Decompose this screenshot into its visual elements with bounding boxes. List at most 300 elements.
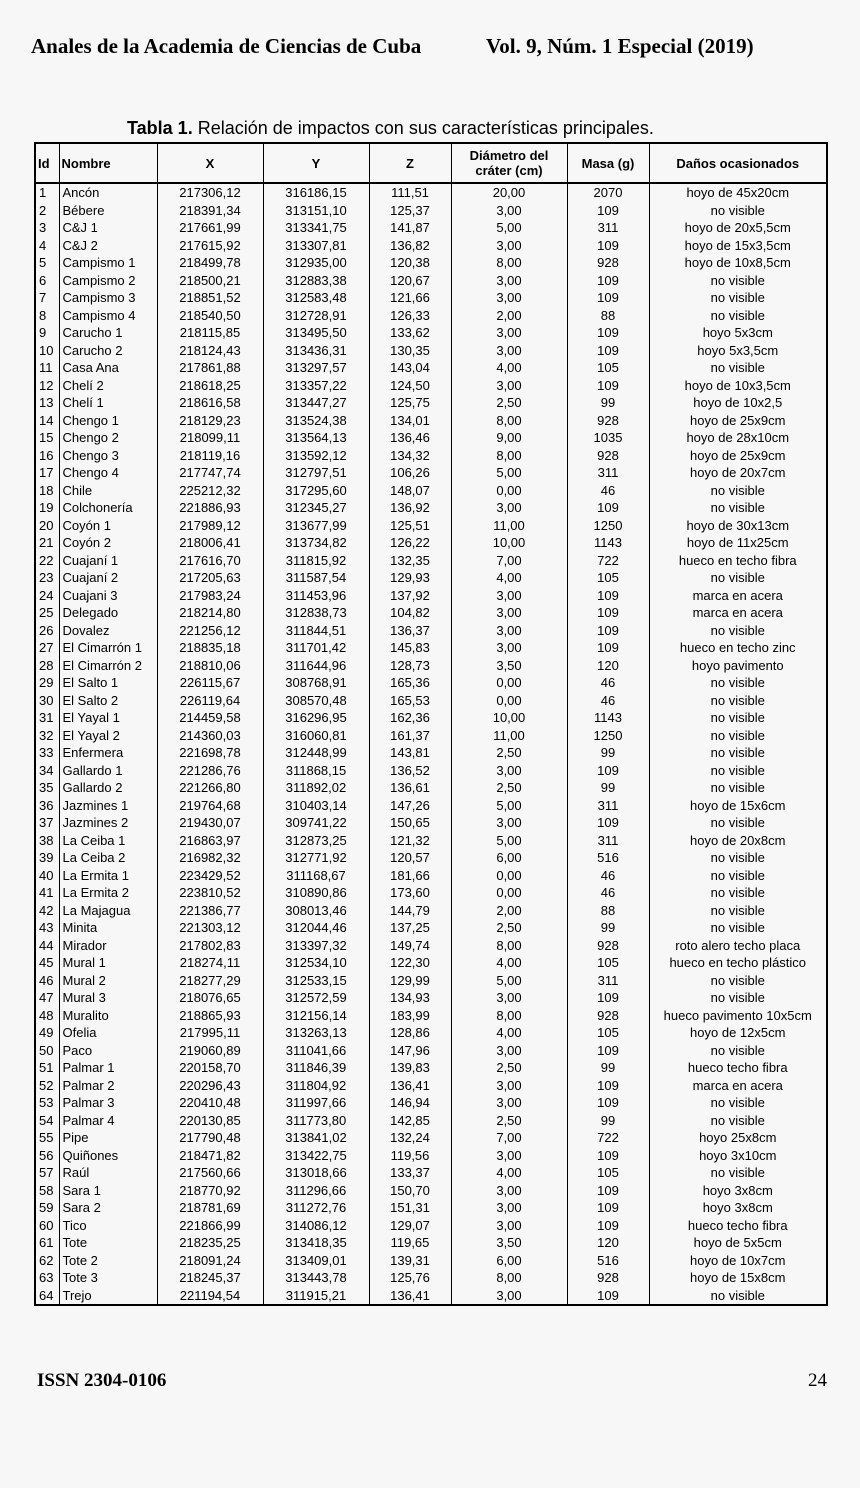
cell-masa: 1143: [567, 534, 649, 552]
cell-danos: no visible: [649, 849, 827, 867]
cell-x: 220158,70: [157, 1059, 263, 1077]
cell-id: 22: [35, 552, 59, 570]
cell-y: 311868,15: [263, 762, 369, 780]
cell-id: 5: [35, 254, 59, 272]
cell-y: 311296,66: [263, 1182, 369, 1200]
cell-diametro: 5,00: [451, 464, 567, 482]
cell-diametro: 4,00: [451, 569, 567, 587]
cell-nombre: Chengo 4: [59, 464, 157, 482]
cell-nombre: El Yayal 2: [59, 727, 157, 745]
cell-diametro: 6,00: [451, 849, 567, 867]
cell-y: 312935,00: [263, 254, 369, 272]
cell-danos: hoyo de 20x8cm: [649, 832, 827, 850]
table-row: [35, 1234, 827, 1252]
cell-diametro: 0,00: [451, 867, 567, 885]
cell-x: 218115,85: [157, 324, 263, 342]
table-header-row: [35, 143, 827, 183]
cell-y: 311773,80: [263, 1112, 369, 1130]
table-row: [35, 237, 827, 255]
cell-masa: 109: [567, 1287, 649, 1306]
cell-danos: hoyo de 28x10cm: [649, 429, 827, 447]
cell-diametro: 11,00: [451, 727, 567, 745]
cell-id: 58: [35, 1182, 59, 1200]
column-header-z: Z: [369, 143, 451, 183]
table-row: [35, 429, 827, 447]
cell-x: 217790,48: [157, 1129, 263, 1147]
cell-x: 218235,25: [157, 1234, 263, 1252]
cell-diametro: 3,00: [451, 499, 567, 517]
cell-danos: hoyo de 15x6cm: [649, 797, 827, 815]
cell-danos: no visible: [649, 727, 827, 745]
cell-diametro: 3,00: [451, 272, 567, 290]
cell-danos: no visible: [649, 814, 827, 832]
table-row: [35, 464, 827, 482]
cell-id: 60: [35, 1217, 59, 1235]
cell-nombre: Chengo 3: [59, 447, 157, 465]
cell-nombre: Muralito: [59, 1007, 157, 1025]
table-row: [35, 814, 827, 832]
cell-y: 313592,12: [263, 447, 369, 465]
cell-masa: 311: [567, 972, 649, 990]
cell-masa: 109: [567, 289, 649, 307]
cell-x: 219060,89: [157, 1042, 263, 1060]
cell-id: 3: [35, 219, 59, 237]
table-row: [35, 1164, 827, 1182]
table-row: [35, 219, 827, 237]
table-row: [35, 183, 827, 202]
cell-masa: 105: [567, 359, 649, 377]
cell-danos: no visible: [649, 202, 827, 220]
cell-y: 316296,95: [263, 709, 369, 727]
table-row: [35, 604, 827, 622]
cell-z: 136,41: [369, 1287, 451, 1306]
column-header-x: X: [157, 143, 263, 183]
cell-danos: hoyo de 11x25cm: [649, 534, 827, 552]
cell-danos: no visible: [649, 1094, 827, 1112]
table-row: [35, 622, 827, 640]
cell-z: 149,74: [369, 937, 451, 955]
cell-x: 221286,76: [157, 762, 263, 780]
cell-x: 217989,12: [157, 517, 263, 535]
cell-y: 312448,99: [263, 744, 369, 762]
cell-nombre: Raúl: [59, 1164, 157, 1182]
cell-x: 216982,32: [157, 849, 263, 867]
cell-y: 311892,02: [263, 779, 369, 797]
cell-id: 37: [35, 814, 59, 832]
cell-id: 11: [35, 359, 59, 377]
cell-y: 311804,92: [263, 1077, 369, 1095]
cell-z: 144,79: [369, 902, 451, 920]
cell-y: 311453,96: [263, 587, 369, 605]
cell-masa: 928: [567, 937, 649, 955]
cell-danos: no visible: [649, 867, 827, 885]
cell-danos: hoyo de 45x20cm: [649, 183, 827, 202]
cell-danos: hueco techo fibra: [649, 1059, 827, 1077]
cell-masa: 88: [567, 307, 649, 325]
cell-danos: hueco en techo plástico: [649, 954, 827, 972]
cell-z: 145,83: [369, 639, 451, 657]
cell-danos: hoyo de 25x9cm: [649, 412, 827, 430]
cell-nombre: Coyón 1: [59, 517, 157, 535]
table-row: [35, 289, 827, 307]
cell-nombre: Campismo 1: [59, 254, 157, 272]
cell-danos: hoyo de 10x7cm: [649, 1252, 827, 1270]
cell-diametro: 3,00: [451, 989, 567, 1007]
cell-diametro: 2,50: [451, 779, 567, 797]
cell-y: 313495,50: [263, 324, 369, 342]
cell-nombre: Tote: [59, 1234, 157, 1252]
cell-y: 313734,82: [263, 534, 369, 552]
cell-masa: 722: [567, 1129, 649, 1147]
table-row: [35, 884, 827, 902]
cell-nombre: El Salto 1: [59, 674, 157, 692]
cell-masa: 109: [567, 814, 649, 832]
cell-y: 312728,91: [263, 307, 369, 325]
table-row: [35, 709, 827, 727]
column-header-diametro: Diámetro del cráter (cm): [451, 143, 567, 183]
table-row: [35, 919, 827, 937]
cell-diametro: 3,00: [451, 202, 567, 220]
cell-y: 313443,78: [263, 1269, 369, 1287]
cell-diametro: 3,00: [451, 814, 567, 832]
cell-x: 217560,66: [157, 1164, 263, 1182]
cell-id: 43: [35, 919, 59, 937]
cell-x: 218618,25: [157, 377, 263, 395]
cell-z: 121,32: [369, 832, 451, 850]
cell-masa: 46: [567, 884, 649, 902]
cell-diametro: 3,00: [451, 1077, 567, 1095]
cell-masa: 109: [567, 202, 649, 220]
table-row: [35, 902, 827, 920]
cell-x: 226119,64: [157, 692, 263, 710]
table-row: [35, 954, 827, 972]
cell-nombre: La Ceiba 2: [59, 849, 157, 867]
cell-nombre: Minita: [59, 919, 157, 937]
cell-diametro: 2,00: [451, 902, 567, 920]
cell-y: 312883,38: [263, 272, 369, 290]
table-row: [35, 1269, 827, 1287]
cell-z: 146,94: [369, 1094, 451, 1112]
cell-z: 161,37: [369, 727, 451, 745]
cell-diametro: 4,00: [451, 359, 567, 377]
cell-x: 218277,29: [157, 972, 263, 990]
cell-x: 218810,06: [157, 657, 263, 675]
cell-y: 312797,51: [263, 464, 369, 482]
cell-id: 24: [35, 587, 59, 605]
cell-masa: 516: [567, 849, 649, 867]
cell-y: 312534,10: [263, 954, 369, 972]
table-row: [35, 1129, 827, 1147]
cell-z: 130,35: [369, 342, 451, 360]
cell-z: 134,01: [369, 412, 451, 430]
cell-danos: no visible: [649, 972, 827, 990]
table-row: [35, 359, 827, 377]
cell-z: 125,51: [369, 517, 451, 535]
cell-x: 226115,67: [157, 674, 263, 692]
cell-id: 36: [35, 797, 59, 815]
cell-z: 162,36: [369, 709, 451, 727]
table-row: [35, 867, 827, 885]
cell-danos: no visible: [649, 1164, 827, 1182]
table-row: [35, 692, 827, 710]
cell-diametro: 3,00: [451, 1287, 567, 1306]
cell-nombre: La Ermita 1: [59, 867, 157, 885]
cell-nombre: C&J 1: [59, 219, 157, 237]
cell-z: 136,92: [369, 499, 451, 517]
cell-danos: hoyo de 20x7cm: [649, 464, 827, 482]
cell-x: 217205,63: [157, 569, 263, 587]
cell-nombre: Sara 1: [59, 1182, 157, 1200]
cell-x: 218540,50: [157, 307, 263, 325]
cell-z: 126,33: [369, 307, 451, 325]
cell-id: 45: [35, 954, 59, 972]
cell-x: 221886,93: [157, 499, 263, 517]
table-row: [35, 1007, 827, 1025]
cell-diametro: 3,00: [451, 1217, 567, 1235]
cell-masa: 109: [567, 499, 649, 517]
cell-nombre: Dovalez: [59, 622, 157, 640]
cell-z: 181,66: [369, 867, 451, 885]
column-header-id: Id: [35, 143, 59, 183]
cell-nombre: Ofelia: [59, 1024, 157, 1042]
cell-id: 32: [35, 727, 59, 745]
cell-x: 223810,52: [157, 884, 263, 902]
cell-z: 128,73: [369, 657, 451, 675]
cell-nombre: Cuajaní 1: [59, 552, 157, 570]
table-row: [35, 534, 827, 552]
cell-x: 220130,85: [157, 1112, 263, 1130]
cell-z: 165,36: [369, 674, 451, 692]
cell-x: 218124,43: [157, 342, 263, 360]
table-row: [35, 1094, 827, 1112]
cell-masa: 120: [567, 657, 649, 675]
table-row: [35, 1112, 827, 1130]
cell-danos: no visible: [649, 919, 827, 937]
cell-x: 221303,12: [157, 919, 263, 937]
cell-nombre: Jazmines 2: [59, 814, 157, 832]
cell-id: 12: [35, 377, 59, 395]
cell-y: 313841,02: [263, 1129, 369, 1147]
cell-id: 61: [35, 1234, 59, 1252]
cell-nombre: Cuajani 3: [59, 587, 157, 605]
cell-nombre: Tico: [59, 1217, 157, 1235]
cell-masa: 99: [567, 779, 649, 797]
cell-y: 313524,38: [263, 412, 369, 430]
cell-id: 29: [35, 674, 59, 692]
cell-x: 218471,82: [157, 1147, 263, 1165]
cell-x: 218499,78: [157, 254, 263, 272]
cell-masa: 109: [567, 989, 649, 1007]
cell-id: 49: [35, 1024, 59, 1042]
cell-danos: hueco pavimento 10x5cm: [649, 1007, 827, 1025]
cell-z: 183,99: [369, 1007, 451, 1025]
cell-masa: 109: [567, 324, 649, 342]
table-row: [35, 552, 827, 570]
table-row: [35, 254, 827, 272]
footer-issn: ISSN 2304-0106: [37, 1370, 167, 1391]
cell-masa: 928: [567, 1269, 649, 1287]
cell-diametro: 20,00: [451, 183, 567, 202]
cell-nombre: Ancón: [59, 183, 157, 202]
cell-x: 218245,37: [157, 1269, 263, 1287]
cell-diametro: 8,00: [451, 1007, 567, 1025]
cell-id: 44: [35, 937, 59, 955]
table-row: [35, 1287, 827, 1306]
cell-danos: no visible: [649, 622, 827, 640]
table-row: [35, 342, 827, 360]
cell-y: 313447,27: [263, 394, 369, 412]
cell-danos: hoyo de 15x8cm: [649, 1269, 827, 1287]
cell-nombre: El Salto 2: [59, 692, 157, 710]
cell-nombre: Delegado: [59, 604, 157, 622]
cell-masa: 109: [567, 237, 649, 255]
cell-y: 311701,42: [263, 639, 369, 657]
cell-masa: 99: [567, 919, 649, 937]
cell-id: 47: [35, 989, 59, 1007]
cell-danos: hoyo de 12x5cm: [649, 1024, 827, 1042]
cell-nombre: Pipe: [59, 1129, 157, 1147]
cell-diametro: 0,00: [451, 482, 567, 500]
cell-x: 221194,54: [157, 1287, 263, 1306]
cell-z: 120,38: [369, 254, 451, 272]
cell-danos: hoyo de 10x8,5cm: [649, 254, 827, 272]
cell-id: 15: [35, 429, 59, 447]
cell-x: 214360,03: [157, 727, 263, 745]
cell-z: 141,87: [369, 219, 451, 237]
cell-id: 51: [35, 1059, 59, 1077]
cell-diametro: 3,00: [451, 1199, 567, 1217]
cell-nombre: Enfermera: [59, 744, 157, 762]
cell-diametro: 4,00: [451, 1164, 567, 1182]
cell-y: 316060,81: [263, 727, 369, 745]
cell-diametro: 3,00: [451, 237, 567, 255]
table-row: [35, 744, 827, 762]
cell-x: 219764,68: [157, 797, 263, 815]
cell-z: 128,86: [369, 1024, 451, 1042]
cell-x: 214459,58: [157, 709, 263, 727]
cell-z: 119,56: [369, 1147, 451, 1165]
cell-z: 143,04: [369, 359, 451, 377]
cell-y: 311644,96: [263, 657, 369, 675]
cell-z: 125,76: [369, 1269, 451, 1287]
cell-diametro: 10,00: [451, 709, 567, 727]
cell-y: 313018,66: [263, 1164, 369, 1182]
cell-id: 40: [35, 867, 59, 885]
cell-diametro: 3,00: [451, 604, 567, 622]
cell-z: 121,66: [369, 289, 451, 307]
cell-diametro: 4,00: [451, 954, 567, 972]
cell-y: 310403,14: [263, 797, 369, 815]
cell-masa: 109: [567, 762, 649, 780]
cell-z: 136,46: [369, 429, 451, 447]
cell-nombre: Mirador: [59, 937, 157, 955]
cell-id: 53: [35, 1094, 59, 1112]
cell-id: 21: [35, 534, 59, 552]
cell-diametro: 8,00: [451, 937, 567, 955]
cell-z: 129,99: [369, 972, 451, 990]
cell-masa: 46: [567, 674, 649, 692]
cell-y: 313422,75: [263, 1147, 369, 1165]
cell-x: 220296,43: [157, 1077, 263, 1095]
cell-danos: hoyo 5x3cm: [649, 324, 827, 342]
cell-z: 133,62: [369, 324, 451, 342]
table-row: [35, 1217, 827, 1235]
cell-masa: 109: [567, 587, 649, 605]
cell-y: 310890,86: [263, 884, 369, 902]
cell-nombre: Chelí 1: [59, 394, 157, 412]
cell-nombre: La Majagua: [59, 902, 157, 920]
cell-diametro: 8,00: [451, 412, 567, 430]
cell-diametro: 6,00: [451, 1252, 567, 1270]
cell-y: 312156,14: [263, 1007, 369, 1025]
cell-z: 132,24: [369, 1129, 451, 1147]
cell-diametro: 5,00: [451, 972, 567, 990]
table-row: [35, 972, 827, 990]
table-row: [35, 324, 827, 342]
cell-diametro: 3,00: [451, 324, 567, 342]
cell-z: 120,67: [369, 272, 451, 290]
cell-x: 218129,23: [157, 412, 263, 430]
cell-z: 143,81: [369, 744, 451, 762]
cell-id: 55: [35, 1129, 59, 1147]
cell-nombre: Palmar 3: [59, 1094, 157, 1112]
cell-masa: 928: [567, 254, 649, 272]
cell-y: 311997,66: [263, 1094, 369, 1112]
cell-danos: hoyo 5x3,5cm: [649, 342, 827, 360]
cell-x: 218214,80: [157, 604, 263, 622]
cell-danos: hoyo 25x8cm: [649, 1129, 827, 1147]
cell-masa: 311: [567, 832, 649, 850]
cell-y: 313677,99: [263, 517, 369, 535]
cell-masa: 516: [567, 1252, 649, 1270]
table-row: [35, 779, 827, 797]
cell-masa: 1143: [567, 709, 649, 727]
table-row: [35, 517, 827, 535]
cell-z: 173,60: [369, 884, 451, 902]
cell-diametro: 3,00: [451, 762, 567, 780]
cell-diametro: 3,00: [451, 1042, 567, 1060]
cell-id: 63: [35, 1269, 59, 1287]
cell-danos: no visible: [649, 307, 827, 325]
cell-x: 218616,58: [157, 394, 263, 412]
cell-z: 136,41: [369, 1077, 451, 1095]
cell-nombre: Tote 2: [59, 1252, 157, 1270]
cell-y: 313409,01: [263, 1252, 369, 1270]
table-row: [35, 1252, 827, 1270]
column-header-danos: Daños ocasionados: [649, 143, 827, 183]
cell-x: 220410,48: [157, 1094, 263, 1112]
cell-masa: 109: [567, 342, 649, 360]
cell-danos: no visible: [649, 289, 827, 307]
cell-id: 1: [35, 183, 59, 202]
cell-y: 313436,31: [263, 342, 369, 360]
cell-danos: roto alero techo placa: [649, 937, 827, 955]
cell-nombre: El Cimarrón 2: [59, 657, 157, 675]
cell-masa: 1035: [567, 429, 649, 447]
cell-y: 313397,32: [263, 937, 369, 955]
cell-x: 221386,77: [157, 902, 263, 920]
cell-z: 134,32: [369, 447, 451, 465]
cell-y: 312838,73: [263, 604, 369, 622]
cell-danos: hoyo de 30x13cm: [649, 517, 827, 535]
table-row: [35, 832, 827, 850]
cell-y: 312345,27: [263, 499, 369, 517]
page-header: [31, 34, 791, 64]
cell-masa: 928: [567, 447, 649, 465]
cell-id: 52: [35, 1077, 59, 1095]
cell-diametro: 4,00: [451, 1024, 567, 1042]
cell-nombre: Palmar 4: [59, 1112, 157, 1130]
